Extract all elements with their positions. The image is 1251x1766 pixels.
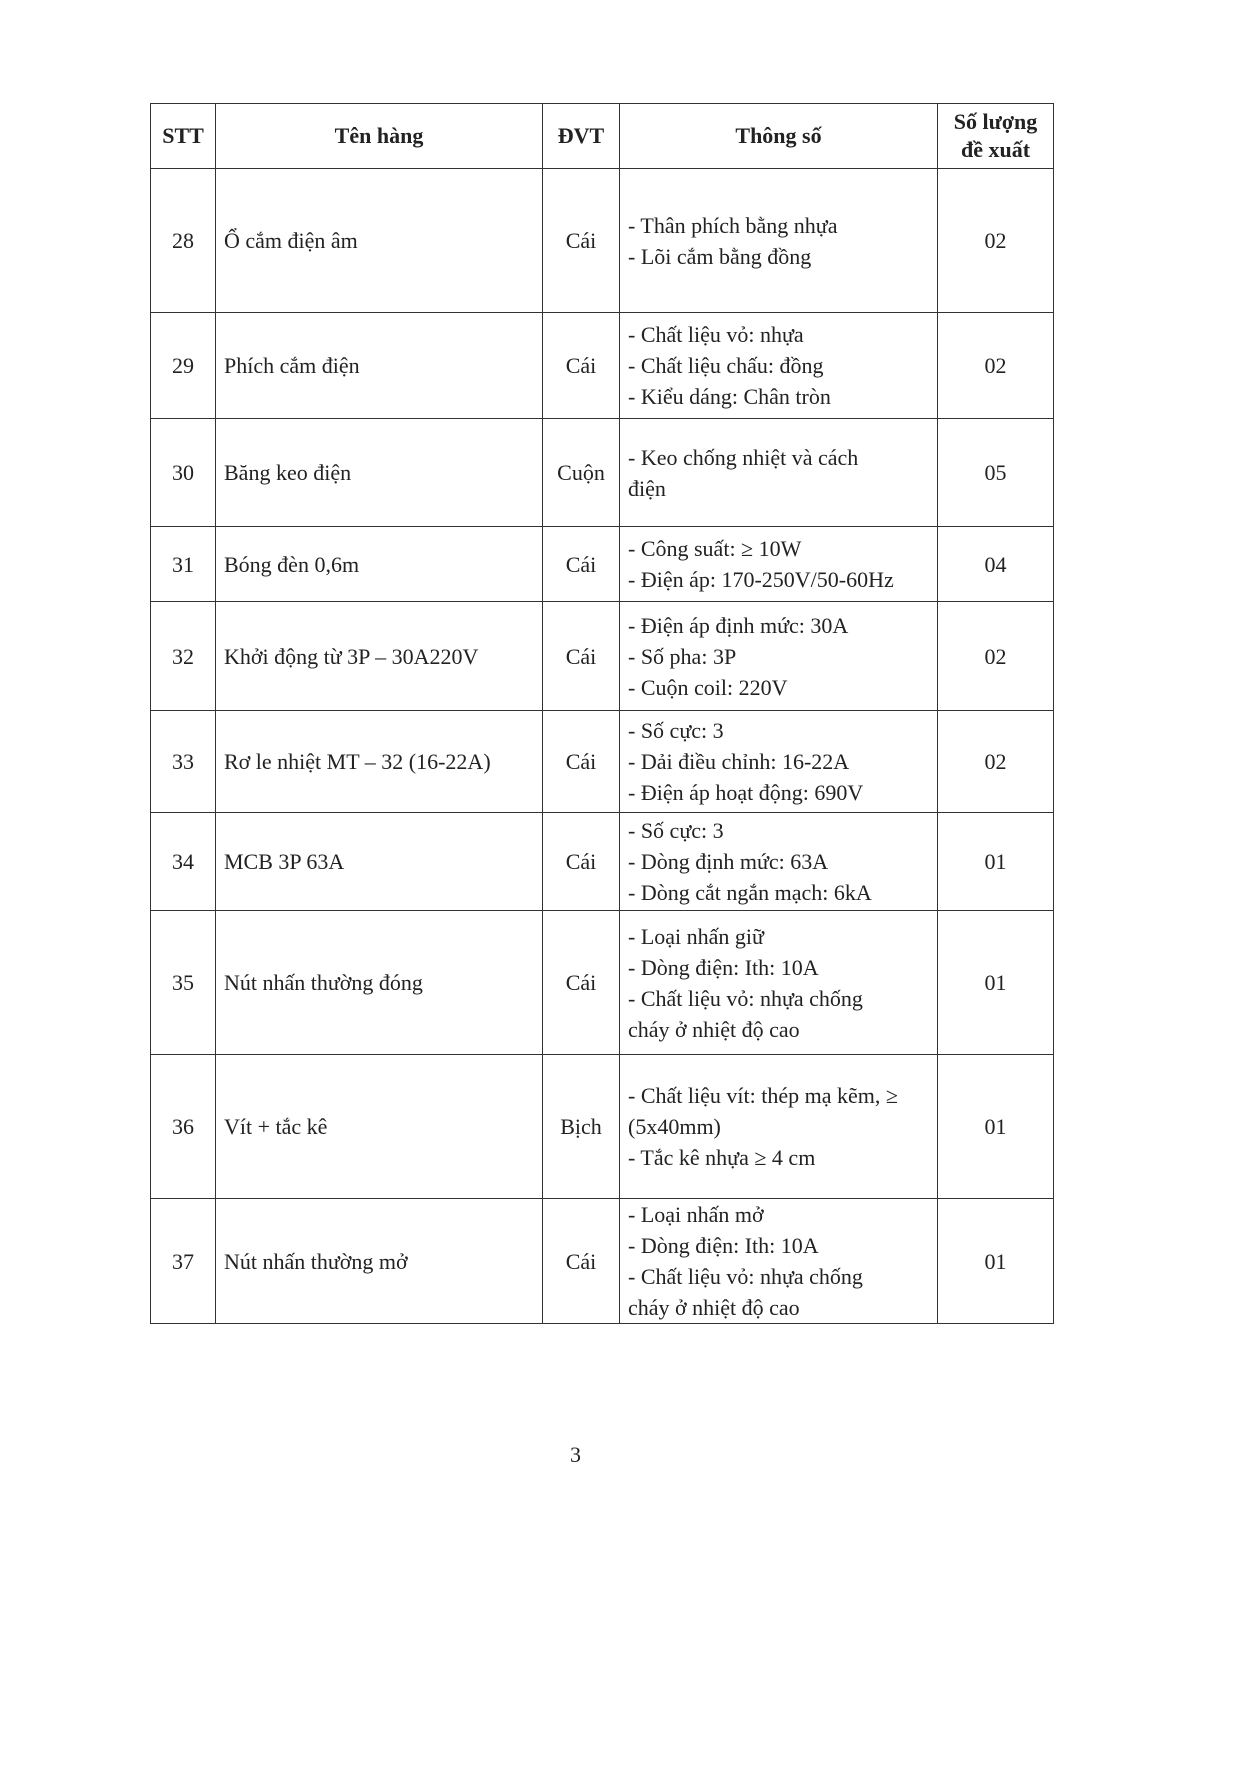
cell-qty: 01 [938, 911, 1054, 1055]
cell-specs [620, 313, 938, 419]
cell-name: Rơ le nhiệt MT – 32 (16-22A) [216, 711, 543, 813]
cell-unit: Cái [543, 527, 620, 602]
spec-line: - Số cực: 3 [628, 818, 724, 843]
spec-line: - Điện áp định mức: 30A [628, 612, 849, 638]
cell-specs [620, 602, 938, 711]
cell-name: MCB 3P 63A [216, 813, 543, 911]
table-header-row [151, 104, 1054, 169]
table-row [151, 911, 1054, 1055]
cell-specs [620, 1055, 938, 1199]
spec-line: - Loại nhấn giữ [628, 923, 764, 949]
cell-stt: 37 [151, 1199, 216, 1324]
cell-stt: 31 [151, 527, 216, 602]
table-row [151, 1055, 1054, 1199]
cell-qty: 04 [938, 527, 1054, 602]
cell-stt: 29 [151, 313, 216, 419]
cell-stt: 35 [151, 911, 216, 1055]
spec-line: - Chất liệu vỏ: nhựa chống [628, 1264, 863, 1289]
cell-qty: 02 [938, 169, 1054, 313]
spec-line: cháy ở nhiệt độ cao [628, 1295, 800, 1320]
header-qty: Số lượng đề xuất [938, 104, 1054, 169]
cell-specs [620, 169, 938, 313]
cell-stt: 32 [151, 602, 216, 711]
cell-name: Ổ cắm điện âm [216, 169, 543, 313]
cell-specs [620, 1199, 938, 1324]
cell-qty: 02 [938, 313, 1054, 419]
cell-name: Bóng đèn 0,6m [216, 527, 543, 602]
header-stt: STT [151, 104, 216, 169]
spec-line: - Số pha: 3P [628, 643, 737, 669]
spec-line: - Chất liệu vỏ: nhựa chống [628, 985, 863, 1011]
cell-unit: Cuộn [543, 419, 620, 527]
cell-unit: Cái [543, 313, 620, 419]
cell-specs [620, 527, 938, 602]
spec-line: - Thân phích bằng nhựa [628, 212, 838, 238]
spec-line: - Chất liệu chấu: đồng [628, 353, 824, 378]
cell-unit: Cái [543, 602, 620, 711]
spec-line: - Điện áp: 170-250V/50-60Hz [628, 567, 894, 592]
spec-line: - Dòng điện: Ith: 10A [628, 954, 819, 980]
cell-qty: 01 [938, 1199, 1054, 1324]
spec-line: - Dòng định mức: 63A [628, 849, 829, 874]
page-number: 3 [570, 1442, 581, 1467]
spec-line: - Dòng cắt ngắn mạch: 6kA [628, 880, 872, 905]
cell-qty: 02 [938, 602, 1054, 711]
header-unit: ĐVT [543, 104, 620, 169]
cell-name: Khởi động từ 3P – 30A220V [216, 602, 543, 711]
cell-unit: Cái [543, 711, 620, 813]
equipment-table [150, 103, 1054, 1324]
cell-specs [620, 711, 938, 813]
table-row [151, 169, 1054, 313]
spec-line: - Tắc kê nhựa ≥ 4 cm [628, 1145, 816, 1170]
cell-qty: 01 [938, 813, 1054, 911]
spec-line: - Cuộn coil: 220V [628, 674, 788, 700]
cell-qty: 02 [938, 711, 1054, 813]
cell-stt: 30 [151, 419, 216, 527]
spec-line: - Dải điều chỉnh: 16-22A [628, 749, 850, 774]
spec-line: - Công suất: ≥ 10W [628, 536, 802, 561]
cell-specs [620, 911, 938, 1055]
cell-specs [620, 419, 938, 527]
table-row [151, 419, 1054, 527]
cell-name: Băng keo điện [216, 419, 543, 527]
cell-specs [620, 813, 938, 911]
cell-name: Vít + tắc kê [216, 1055, 543, 1199]
spec-line: điện [628, 475, 666, 501]
spec-line: - Keo chống nhiệt và cách [628, 444, 859, 470]
cell-stt: 34 [151, 813, 216, 911]
spec-line: - Điện áp hoạt động: 690V [628, 780, 864, 805]
cell-unit: Bịch [543, 1055, 620, 1199]
header-name: Tên hàng [216, 104, 543, 169]
spec-line: - Chất liệu vỏ: nhựa [628, 322, 804, 347]
cell-unit: Cái [543, 813, 620, 911]
header-specs: Thông số [620, 104, 938, 169]
cell-unit: Cái [543, 911, 620, 1055]
table-row [151, 1199, 1054, 1324]
cell-qty: 01 [938, 1055, 1054, 1199]
spec-line: - Lõi cắm bằng đồng [628, 243, 812, 269]
cell-unit: Cái [543, 169, 620, 313]
table-row [151, 527, 1054, 602]
cell-qty: 05 [938, 419, 1054, 527]
cell-name: Nút nhấn thường đóng [216, 911, 543, 1055]
table-row [151, 813, 1054, 911]
spec-line: - Chất liệu vít: thép mạ kẽm, ≥ [628, 1083, 898, 1108]
cell-name: Nút nhấn thường mở [216, 1199, 543, 1324]
cell-stt: 36 [151, 1055, 216, 1199]
spec-line: - Kiểu dáng: Chân tròn [628, 384, 831, 409]
cell-stt: 28 [151, 169, 216, 313]
table-row [151, 602, 1054, 711]
spec-line: - Loại nhấn mở [628, 1202, 764, 1227]
spec-line: - Số cực: 3 [628, 718, 724, 743]
spec-line: - Dòng điện: Ith: 10A [628, 1233, 819, 1258]
cell-stt: 33 [151, 711, 216, 813]
table-row [151, 313, 1054, 419]
spec-line: (5x40mm) [628, 1114, 721, 1139]
spec-line: cháy ở nhiệt độ cao [628, 1016, 800, 1042]
cell-unit: Cái [543, 1199, 620, 1324]
table-row [151, 711, 1054, 813]
cell-name: Phích cắm điện [216, 313, 543, 419]
